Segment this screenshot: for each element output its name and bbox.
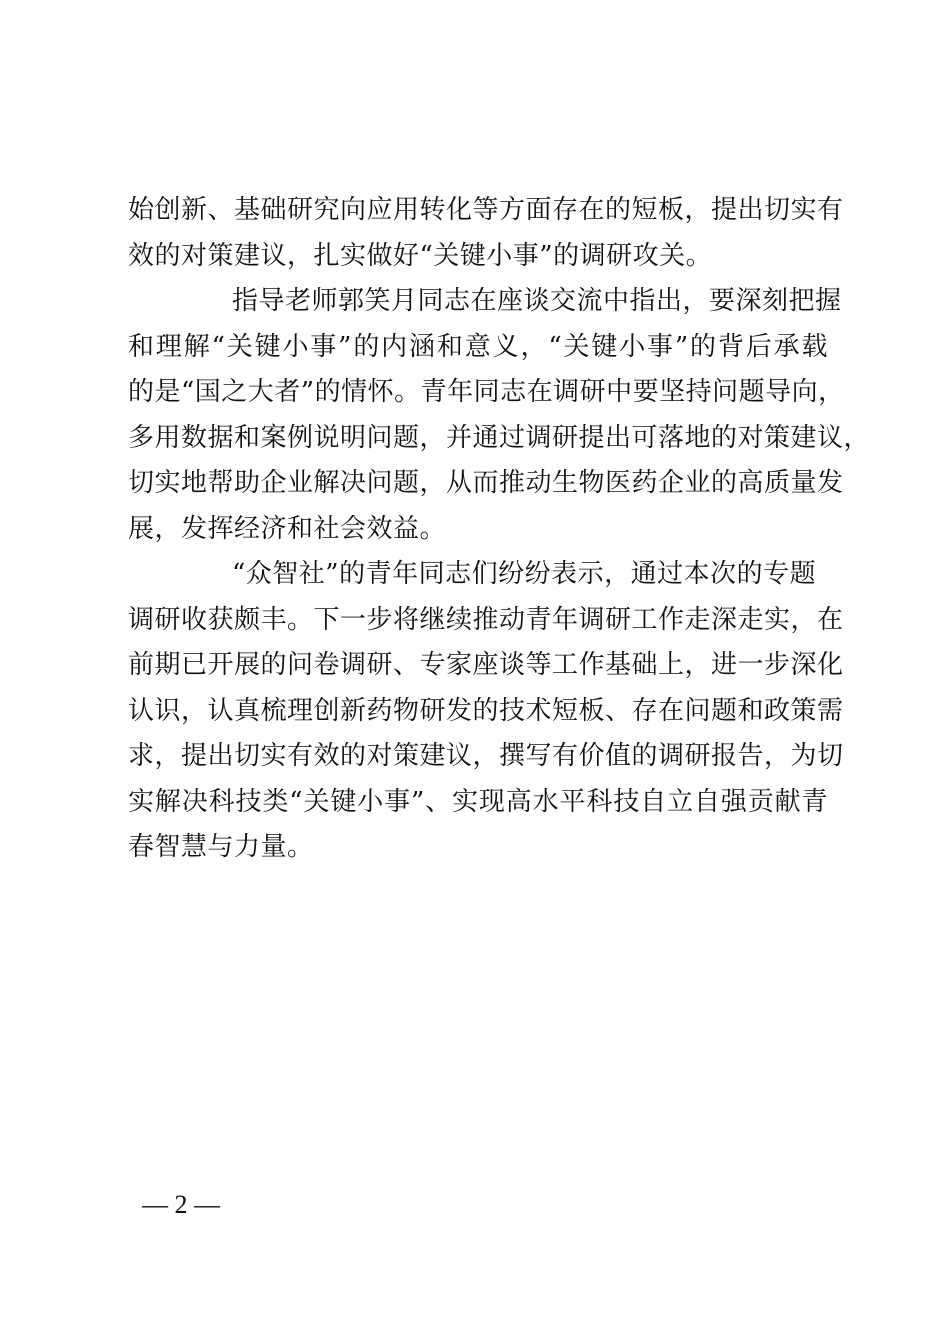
text-line: “众智社”的青年同志们纷纷表示，通过本次的专题 bbox=[232, 559, 817, 589]
paragraph-3 bbox=[128, 552, 844, 871]
text-line: 和理解“关键小事”的内涵和意义，“关键小事”的背后承载 bbox=[128, 331, 828, 362]
paragraph-1 bbox=[128, 188, 844, 279]
text-line: 前期已开展的问卷调研、专家座谈等工作基础上，进一步深化 bbox=[128, 650, 844, 680]
text-line: 求，提出切实有效的对策建议，撰写有价值的调研报告，为切 bbox=[128, 741, 844, 771]
text-line: 切实地帮助企业解决问题，从而推动生物医药企业的高质量发 bbox=[128, 468, 844, 498]
text-line: 实解决科技类“关键小事”、实现高水平科技自立自强贡献青 bbox=[128, 786, 828, 817]
body-text bbox=[128, 188, 871, 871]
text-line: 多用数据和案例说明问题，并通过调研提出可落地的对策建议， bbox=[128, 422, 871, 453]
text-line: 的是“国之大者”的情怀。青年同志在调研中要坚持问题导向， bbox=[128, 377, 845, 407]
text-line: 始创新、基础研究向应用转化等方面存在的短板，提出切实有 bbox=[128, 195, 844, 225]
text-line: 展，发挥经济和社会效益。 bbox=[128, 513, 447, 544]
text-line: 认识，认真梳理创新药物研发的技术短板、存在问题和政策需 bbox=[128, 695, 844, 726]
text-line: 春智慧与力量。 bbox=[128, 832, 314, 862]
text-line: 效的对策建议，扎实做好“关键小事”的调研攻关。 bbox=[128, 240, 713, 271]
page-number: — 2 — bbox=[142, 1190, 220, 1219]
text-line: 指导老师郭笑月同志在座谈交流中指出，要深刻把握 bbox=[232, 286, 842, 316]
paragraph-2 bbox=[128, 279, 871, 552]
text-line: 调研收获颇丰。下一步将继续推动青年调研工作走深走实，在 bbox=[128, 604, 844, 635]
